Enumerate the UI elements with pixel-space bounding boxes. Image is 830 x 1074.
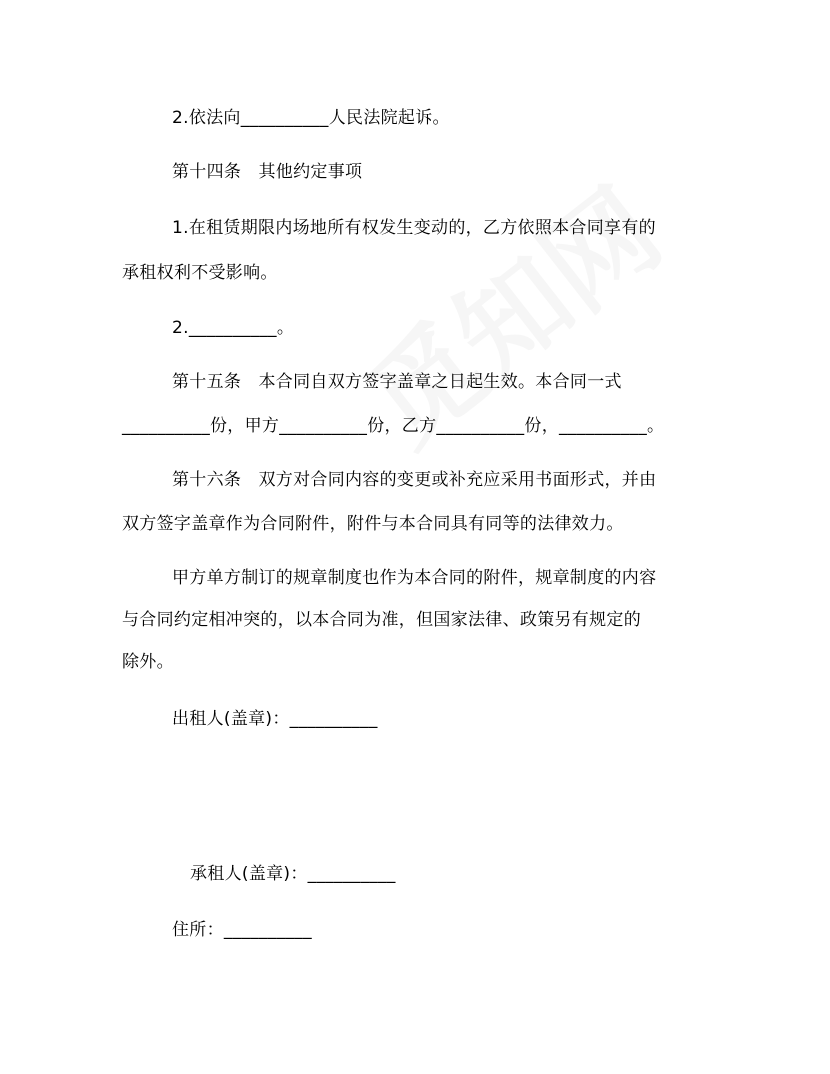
article-16-line-1: 第十六条 双方对合同内容的变更或补充应采用书面形式，并由 — [172, 470, 657, 490]
article-14-item-1-line-1: 1.在租赁期限内场地所有权发生变动的，乙方依照本合同享有的 — [172, 218, 656, 238]
article-15-line-2: __________份，甲方__________份，乙方__________份，__________。 — [122, 416, 665, 436]
article-14-title: 第十四条 其他约定事项 — [172, 162, 363, 182]
address-line: 住所：__________ — [172, 920, 312, 940]
rules-line-2: 与合同约定相冲突的，以本合同为准，但国家法律、政策另有规定的 — [122, 610, 641, 630]
article-15-line-1: 第十五条 本合同自双方签字盖章之日起生效。本合同一式 — [172, 372, 622, 392]
rules-line-3: 除外。 — [122, 652, 174, 672]
lessee-signature: 承租人(盖章)：__________ — [190, 864, 396, 884]
article-16-line-2: 双方签字盖章作为合同附件，附件与本合同具有同等的法律效力。 — [122, 514, 624, 534]
rules-line-1: 甲方单方制订的规章制度也作为本合同的附件，规章制度的内容 — [172, 568, 657, 588]
article-14-item-1-line-2: 承租权利不受影响。 — [122, 263, 278, 283]
item-2-sue-court: 2.依法向__________人民法院起诉。 — [172, 108, 450, 128]
article-14-item-2: 2.__________。 — [172, 318, 295, 338]
lessor-signature: 出租人(盖章)：__________ — [172, 709, 378, 729]
